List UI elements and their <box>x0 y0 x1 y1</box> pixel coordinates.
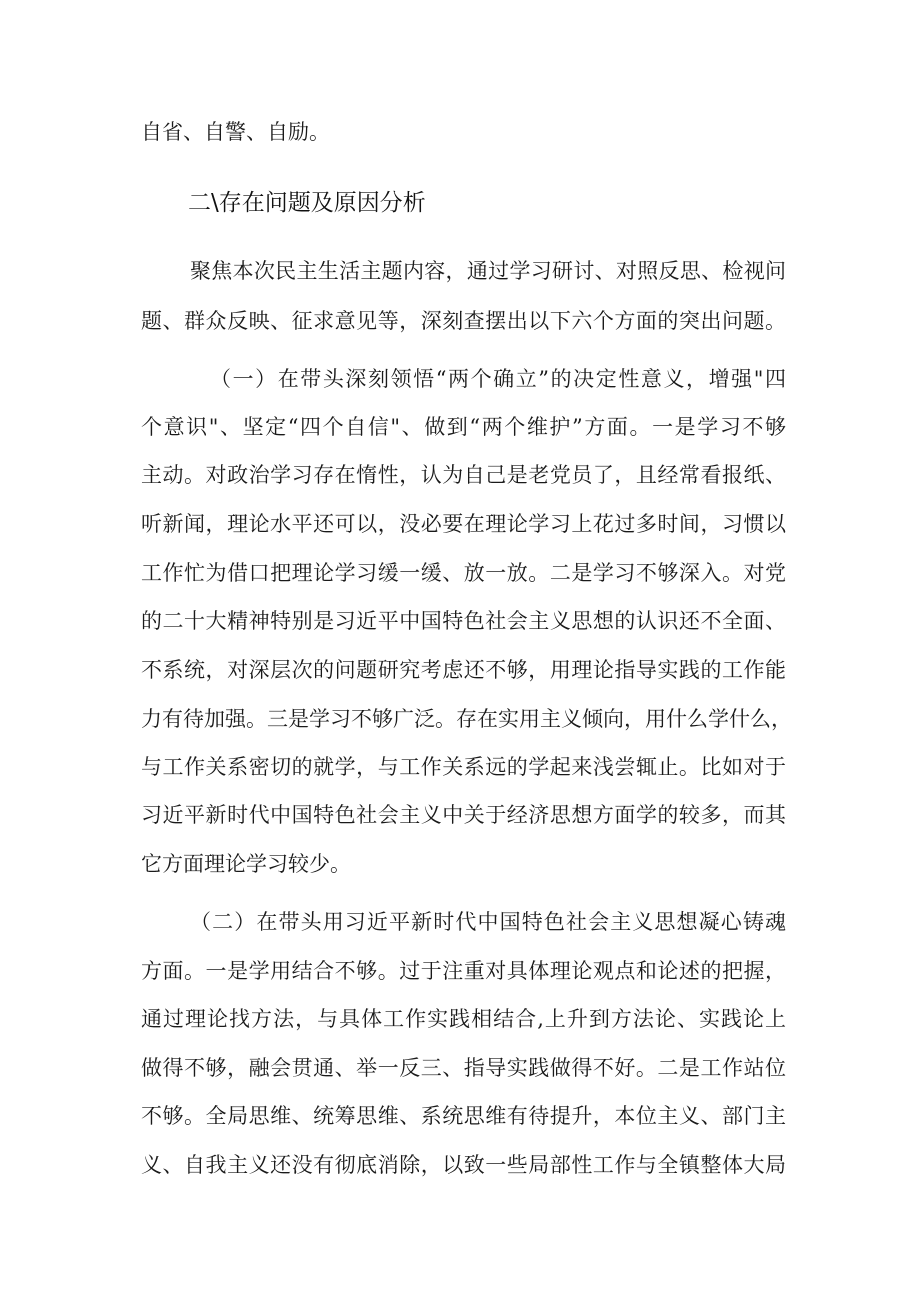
paragraph-line: 它方面理论学习较少。 <box>141 852 351 876</box>
paragraph-line: 方面。一是学用结合不够。过于注重对具体理论观点和论述的把握， <box>141 959 786 983</box>
paragraph-line: 做得不够，融会贯通、举一反三、指导实践做得不好。二是工作站位 <box>141 1056 786 1080</box>
paragraph-line: （二）在带头用习近平新时代中国特色社会主义思想凝心铸魂 <box>190 910 786 934</box>
paragraph-line: 通过理论找方法，与具体工作实践相结合,上升到方法论、实践论上 <box>141 1007 786 1031</box>
paragraph-line: 不够。全局思维、统筹思维、系统思维有待提升，本位主义、部门主 <box>141 1104 786 1128</box>
paragraph-line: 习近平新时代中国特色社会主义中关于经济思想方面学的较多，而其 <box>141 803 786 827</box>
section-heading: 二\存在问题及原因分析 <box>188 190 426 216</box>
paragraph-line: 不系统，对深层次的问题研究考虑还不够，用理论指导实践的工作能 <box>141 658 786 682</box>
paragraph-line: 力有待加强。三是学习不够广泛。存在实用主义倾向，用什么学什么， <box>141 707 792 731</box>
paragraph-line: 题、群众反映、征求意见等，深刻查摆出以下六个方面的突出问题。 <box>141 309 786 333</box>
paragraph-line: 工作忙为借口把理论学习缓一缓、放一放。二是学习不够深入。对党 <box>141 561 786 585</box>
paragraph-line: 主动。对政治学习存在惰性，认为自己是老党员了，且经常看报纸、 <box>141 463 786 487</box>
paragraph-line: 的二十大精神特别是习近平中国特色社会主义思想的认识还不全面、 <box>141 609 786 633</box>
paragraph-line: 听新闻，理论水平还可以，没必要在理论学习上花过多时间，习惯以 <box>141 512 786 536</box>
paragraph-line: （一）在带头深刻领悟“两个确立”的决定性意义，增强"四 <box>210 367 786 391</box>
intro-tail-text: 自省、自警、自励。 <box>141 120 330 144</box>
paragraph-line: 个意识"、坚定“四个自信"、做到“两个维护”方面。一是学习不够 <box>141 415 786 439</box>
paragraph-line: 与工作关系密切的就学，与工作关系远的学起来浅尝辄止。比如对于 <box>141 755 786 779</box>
paragraph-line: 聚焦本次民主生活主题内容，通过学习研讨、对照反思、检视问 <box>190 259 786 283</box>
paragraph-line: 义、自我主义还没有彻底消除，以致一些局部性工作与全镇整体大局 <box>141 1153 786 1177</box>
